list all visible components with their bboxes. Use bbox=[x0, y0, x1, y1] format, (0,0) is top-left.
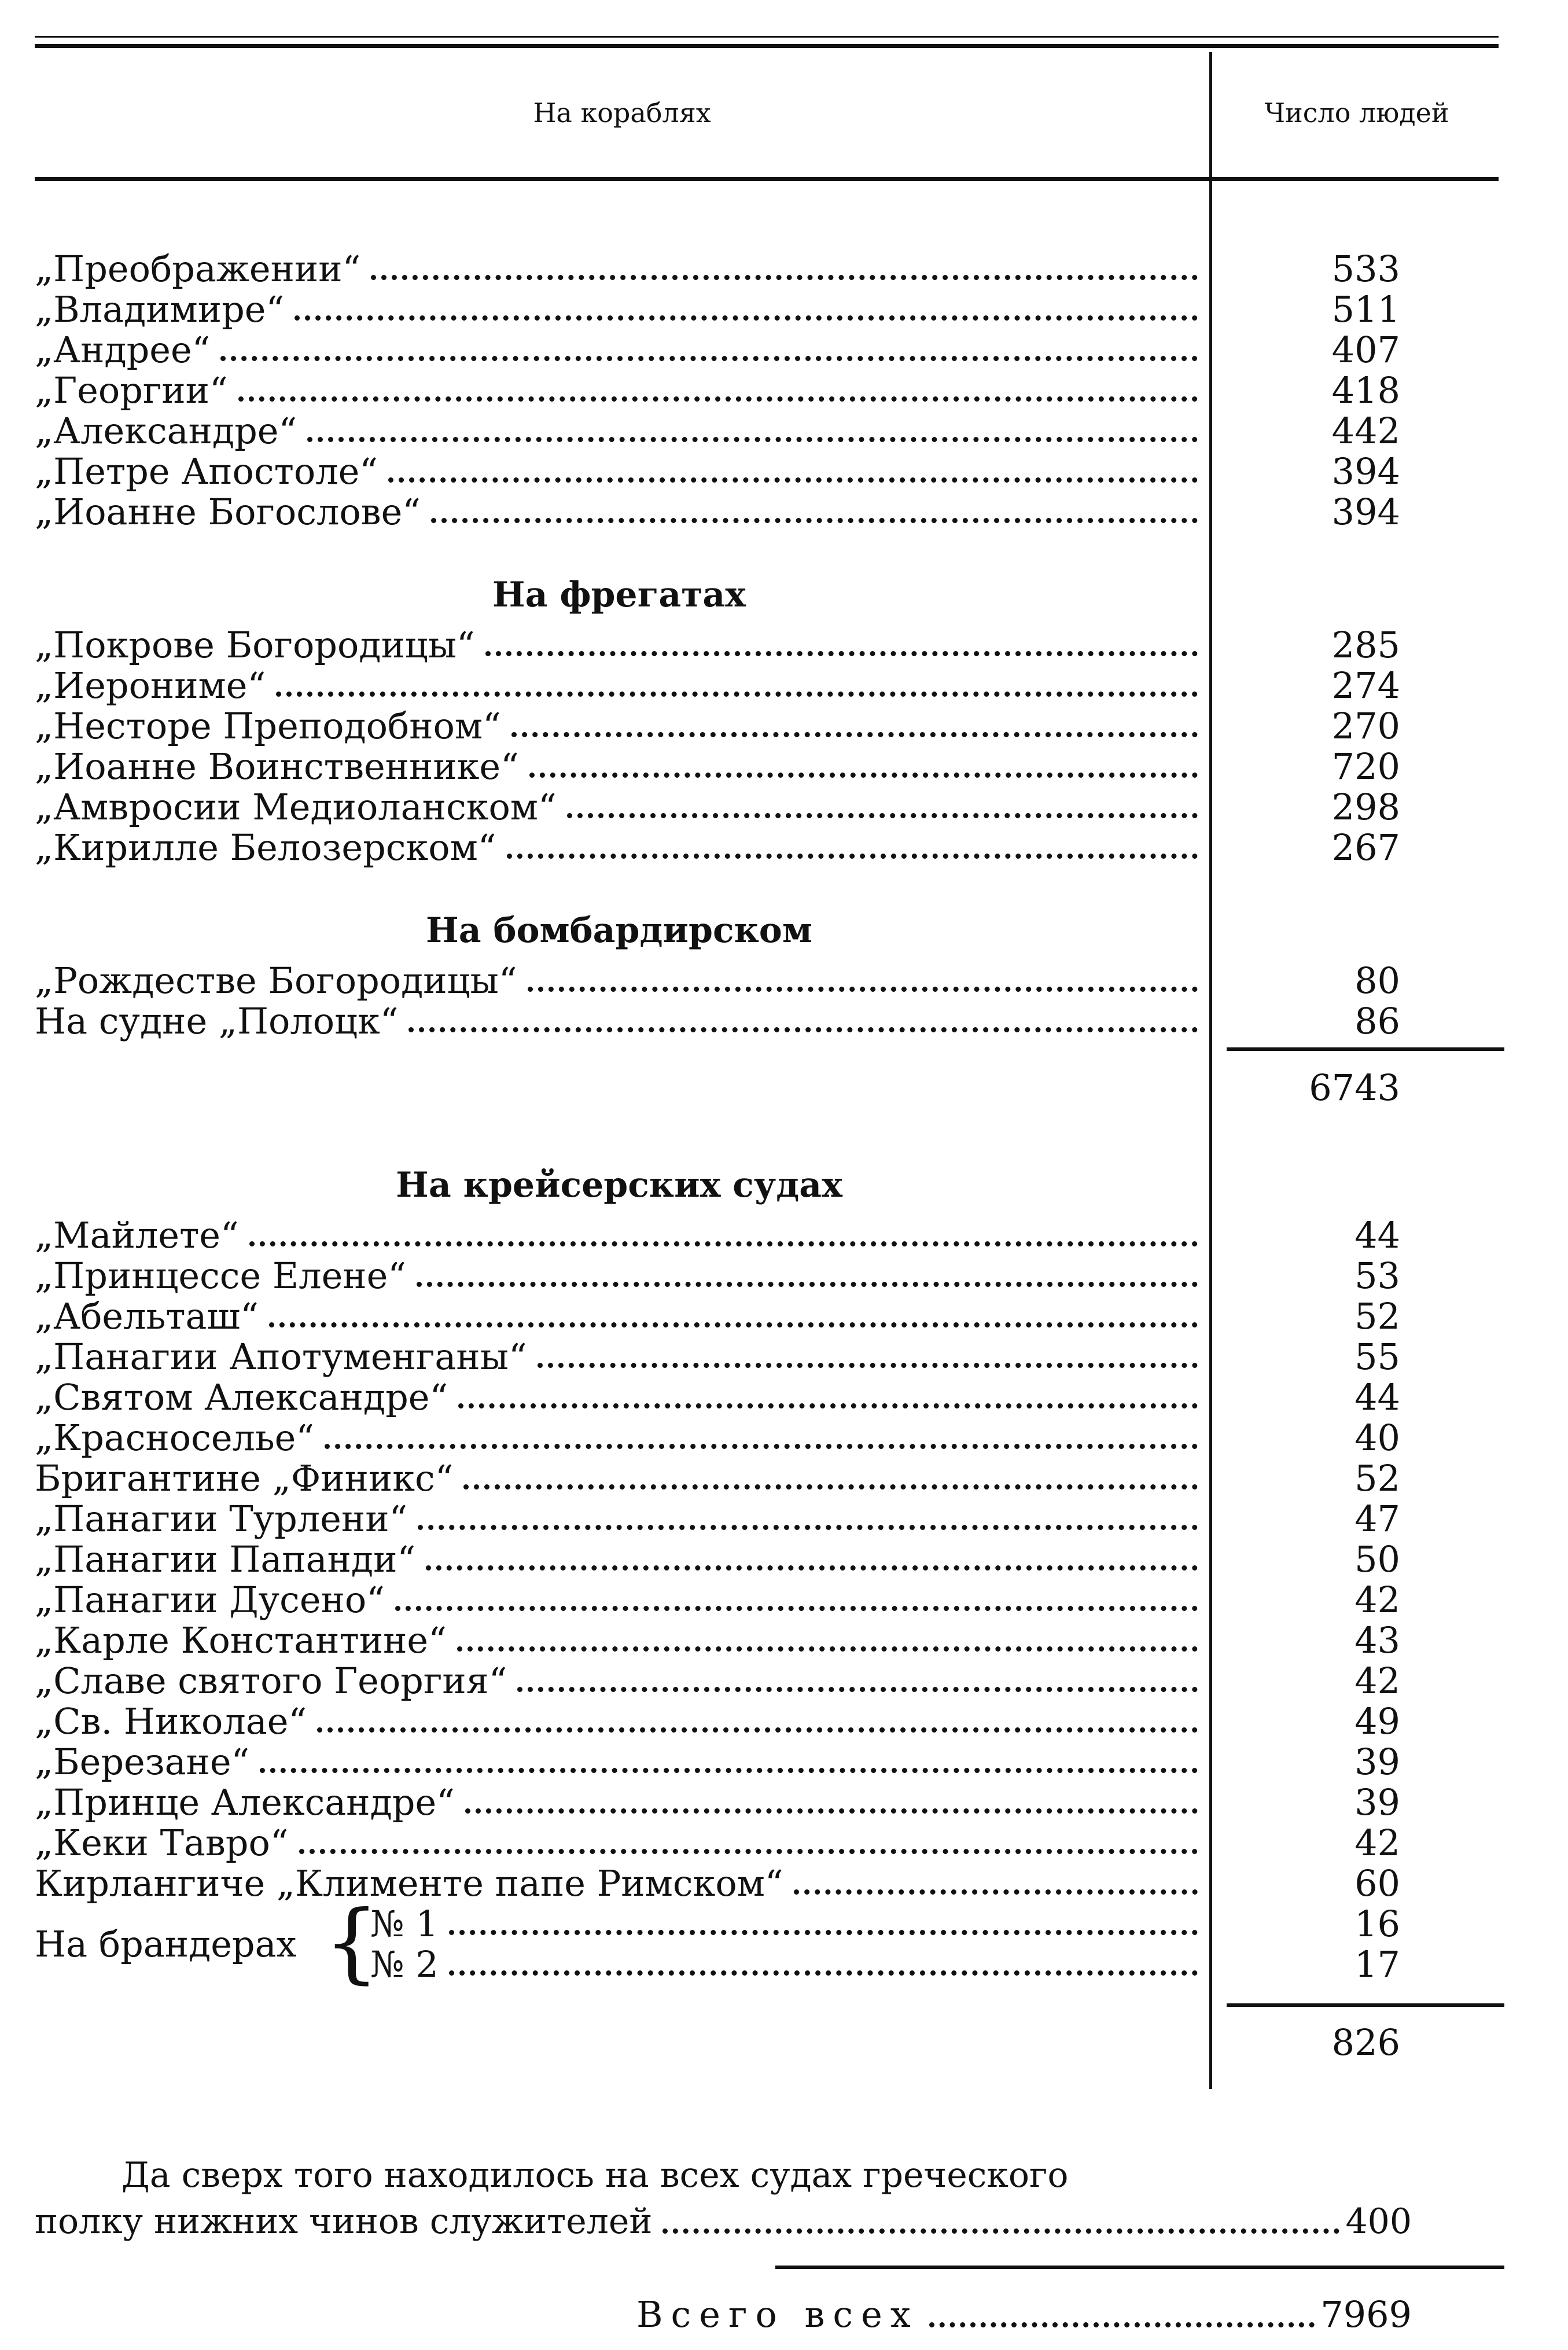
dot-leader bbox=[449, 1930, 1198, 1935]
ship-name: Бригантине „Финикс“ bbox=[35, 1457, 454, 1499]
ship-name: Кирлангиче „Клименте папе Римском“ bbox=[35, 1862, 783, 1904]
dot-leader bbox=[417, 1282, 1198, 1287]
table-row bbox=[35, 1499, 1198, 1539]
people-count: 16 bbox=[1354, 1903, 1400, 1945]
people-count: 60 bbox=[1354, 1862, 1400, 1904]
dot-leader bbox=[567, 813, 1198, 818]
dot-leader bbox=[418, 1525, 1198, 1530]
people-count: 394 bbox=[1331, 450, 1400, 492]
dot-leader bbox=[485, 651, 1198, 656]
table-row bbox=[35, 249, 1198, 289]
ship-name: На судне „Полоцк“ bbox=[35, 1000, 399, 1042]
dot-leader bbox=[465, 1808, 1198, 1814]
table-row bbox=[35, 665, 1198, 706]
people-count: 42 bbox=[1354, 1822, 1400, 1864]
table-row bbox=[370, 1904, 1198, 1944]
ship-name: „Принце Александре“ bbox=[35, 1781, 455, 1823]
table-row bbox=[35, 1782, 1198, 1823]
dot-leader bbox=[325, 1444, 1198, 1449]
top-rule bbox=[35, 44, 1499, 48]
dot-leader bbox=[426, 1565, 1198, 1571]
dot-leader bbox=[220, 356, 1198, 361]
people-count: 80 bbox=[1354, 959, 1400, 1002]
table-row bbox=[35, 746, 1198, 787]
ship-name: „Владимире“ bbox=[35, 288, 285, 330]
section-title-cruisers: На крейсерских судах bbox=[396, 1165, 842, 1205]
people-count: 44 bbox=[1354, 1376, 1400, 1418]
ship-name: „Преображении“ bbox=[35, 248, 361, 290]
section-title-bombard: На бомбардирском bbox=[426, 910, 812, 951]
dot-leader bbox=[260, 1768, 1198, 1773]
people-count: 511 bbox=[1331, 288, 1400, 330]
ship-name: „Покрове Богородицы“ bbox=[35, 624, 475, 666]
people-count: 418 bbox=[1331, 369, 1400, 411]
ship-name: „Андрее“ bbox=[35, 329, 211, 371]
table-row bbox=[35, 1296, 1198, 1337]
dot-leader bbox=[507, 854, 1198, 859]
table-row bbox=[35, 1863, 1198, 1904]
dot-leader bbox=[431, 518, 1198, 523]
ship-name: „Панагии Дусено“ bbox=[35, 1579, 385, 1621]
table-row bbox=[35, 1377, 1198, 1418]
ship-name: „Рождестве Богородицы“ bbox=[35, 959, 517, 1002]
dot-leader bbox=[388, 477, 1198, 483]
ship-name: „Панагии Апотуменганы“ bbox=[35, 1336, 527, 1378]
dot-leader bbox=[794, 1889, 1198, 1895]
people-count: 40 bbox=[1354, 1417, 1400, 1459]
grand-total-label: Всего всех bbox=[636, 2293, 919, 2336]
table-row bbox=[35, 1458, 1198, 1499]
dot-leader bbox=[371, 275, 1198, 280]
people-count: 42 bbox=[1354, 1660, 1400, 1702]
table-row bbox=[35, 492, 1198, 532]
people-count: 39 bbox=[1354, 1741, 1400, 1783]
table-row bbox=[35, 1215, 1198, 1256]
table-row bbox=[35, 1661, 1198, 1701]
grand-total-row bbox=[636, 2292, 1412, 2338]
dot-leader bbox=[307, 437, 1198, 442]
top-rule-thin bbox=[35, 36, 1499, 38]
table-row bbox=[35, 451, 1198, 492]
dot-leader bbox=[929, 2322, 1315, 2327]
table-row bbox=[35, 411, 1198, 451]
people-count: 47 bbox=[1354, 1498, 1400, 1540]
dot-leader bbox=[238, 396, 1198, 402]
people-count: 55 bbox=[1354, 1336, 1400, 1378]
people-count: 86 bbox=[1354, 1000, 1400, 1042]
ship-name: „Красноселье“ bbox=[35, 1417, 315, 1459]
people-count: 270 bbox=[1331, 705, 1400, 747]
people-count: 39 bbox=[1354, 1781, 1400, 1823]
table-row bbox=[35, 706, 1198, 746]
dot-leader bbox=[408, 1027, 1198, 1032]
people-count: 53 bbox=[1354, 1255, 1400, 1297]
table-row bbox=[35, 1418, 1198, 1458]
ship-name: „Иерониме“ bbox=[35, 664, 266, 707]
dot-leader bbox=[538, 1363, 1198, 1368]
table-row bbox=[35, 1256, 1198, 1296]
table-row bbox=[35, 370, 1198, 411]
ship-name: „Принцессе Елене“ bbox=[35, 1255, 406, 1297]
ship-name: „Абельташ“ bbox=[35, 1295, 259, 1337]
note-text: Да сверх того находилось на всех судах греческого bbox=[122, 2155, 1069, 2195]
dot-leader bbox=[529, 773, 1198, 778]
ship-name: „Панагии Папанди“ bbox=[35, 1538, 416, 1580]
dot-leader bbox=[317, 1727, 1198, 1733]
brace-glyph: { bbox=[324, 1892, 380, 1993]
table-row bbox=[35, 1742, 1198, 1782]
table-row bbox=[35, 1337, 1198, 1377]
people-count: 50 bbox=[1354, 1538, 1400, 1580]
column-header-ships: На кораблях bbox=[533, 97, 711, 128]
table-row bbox=[35, 1823, 1198, 1863]
ship-name: „Иоанне Богослове“ bbox=[35, 491, 421, 533]
dot-leader bbox=[269, 1322, 1198, 1327]
dot-leader bbox=[276, 692, 1198, 697]
dot-leader bbox=[517, 1687, 1198, 1692]
subtotal-value: 6743 bbox=[1309, 1066, 1400, 1109]
people-count: 52 bbox=[1354, 1295, 1400, 1337]
column-separator bbox=[1209, 52, 1212, 2089]
table-row bbox=[35, 828, 1198, 868]
dot-leader bbox=[249, 1241, 1198, 1246]
people-count: 52 bbox=[1354, 1457, 1400, 1499]
section-title-frigates: На фрегатах bbox=[492, 575, 746, 615]
table-row bbox=[35, 1701, 1198, 1742]
note-line-2 bbox=[35, 2199, 1412, 2244]
dot-leader bbox=[457, 1646, 1198, 1652]
people-count: 42 bbox=[1354, 1579, 1400, 1621]
branders-label: На брандерах bbox=[35, 1923, 297, 1965]
dot-leader bbox=[511, 732, 1198, 737]
ship-name: „Амвросии Медиоланском“ bbox=[35, 786, 557, 828]
ship-name: „Панагии Турлени“ bbox=[35, 1498, 408, 1540]
table-row bbox=[370, 1944, 1198, 1985]
table-row bbox=[35, 1620, 1198, 1661]
table-row bbox=[35, 787, 1198, 828]
table-row bbox=[35, 289, 1198, 330]
ship-name: „Петре Апостоле“ bbox=[35, 450, 378, 492]
people-count: 394 bbox=[1331, 491, 1400, 533]
brander-name: № 2 bbox=[370, 1943, 439, 1985]
note-line-1 bbox=[122, 2153, 1412, 2198]
table-row bbox=[35, 1539, 1198, 1580]
total-rule bbox=[775, 2266, 1504, 2269]
column-header-count: Число людей bbox=[1264, 97, 1449, 128]
table-row bbox=[35, 961, 1198, 1001]
dot-leader bbox=[395, 1606, 1198, 1611]
dot-leader bbox=[528, 987, 1198, 992]
subtotal-value: 826 bbox=[1331, 2021, 1400, 2064]
grand-total-value: 7969 bbox=[1320, 2293, 1412, 2336]
people-count: 533 bbox=[1331, 248, 1400, 290]
header-rule bbox=[35, 177, 1499, 181]
ship-name: „Карле Константине“ bbox=[35, 1619, 447, 1661]
ship-name: „Иоанне Воинственнике“ bbox=[35, 745, 519, 788]
ship-name: „Георгии“ bbox=[35, 369, 228, 411]
subtotal-rule bbox=[1227, 1047, 1504, 1051]
people-count: 442 bbox=[1331, 410, 1400, 452]
dot-leader bbox=[662, 2228, 1339, 2234]
subtotal-rule bbox=[1227, 2003, 1504, 2007]
note-text: полку нижних чинов служителей bbox=[35, 2201, 653, 2242]
people-count: 407 bbox=[1331, 329, 1400, 371]
dot-leader bbox=[458, 1403, 1198, 1408]
ship-name: „Кеки Тавро“ bbox=[35, 1822, 289, 1864]
ship-name: „Майлете“ bbox=[35, 1214, 239, 1256]
table-row bbox=[35, 1001, 1198, 1042]
dot-leader bbox=[449, 1970, 1198, 1976]
table-row bbox=[35, 625, 1198, 665]
dot-leader bbox=[295, 315, 1198, 321]
dot-leader bbox=[463, 1484, 1198, 1490]
note-value: 400 bbox=[1345, 2201, 1412, 2242]
people-count: 49 bbox=[1354, 1700, 1400, 1742]
dot-leader bbox=[299, 1849, 1198, 1854]
people-count: 298 bbox=[1331, 786, 1400, 828]
ship-name: „Славе святого Георгия“ bbox=[35, 1660, 507, 1702]
people-count: 274 bbox=[1331, 664, 1400, 707]
table-row bbox=[35, 1580, 1198, 1620]
ship-name: „Св. Николае“ bbox=[35, 1700, 307, 1742]
ship-name: „Березане“ bbox=[35, 1741, 250, 1783]
people-count: 43 bbox=[1354, 1619, 1400, 1661]
table-row bbox=[35, 330, 1198, 370]
ship-name: „Александре“ bbox=[35, 410, 297, 452]
ship-name: „Святом Александре“ bbox=[35, 1376, 448, 1418]
people-count: 720 bbox=[1331, 745, 1400, 788]
ship-name: „Кирилле Белозерском“ bbox=[35, 826, 496, 869]
people-count: 44 bbox=[1354, 1214, 1400, 1256]
ship-name: „Несторе Преподобном“ bbox=[35, 705, 501, 747]
people-count: 285 bbox=[1331, 624, 1400, 666]
brander-name: № 1 bbox=[370, 1903, 439, 1945]
people-count: 17 bbox=[1354, 1943, 1400, 1985]
people-count: 267 bbox=[1331, 826, 1400, 869]
